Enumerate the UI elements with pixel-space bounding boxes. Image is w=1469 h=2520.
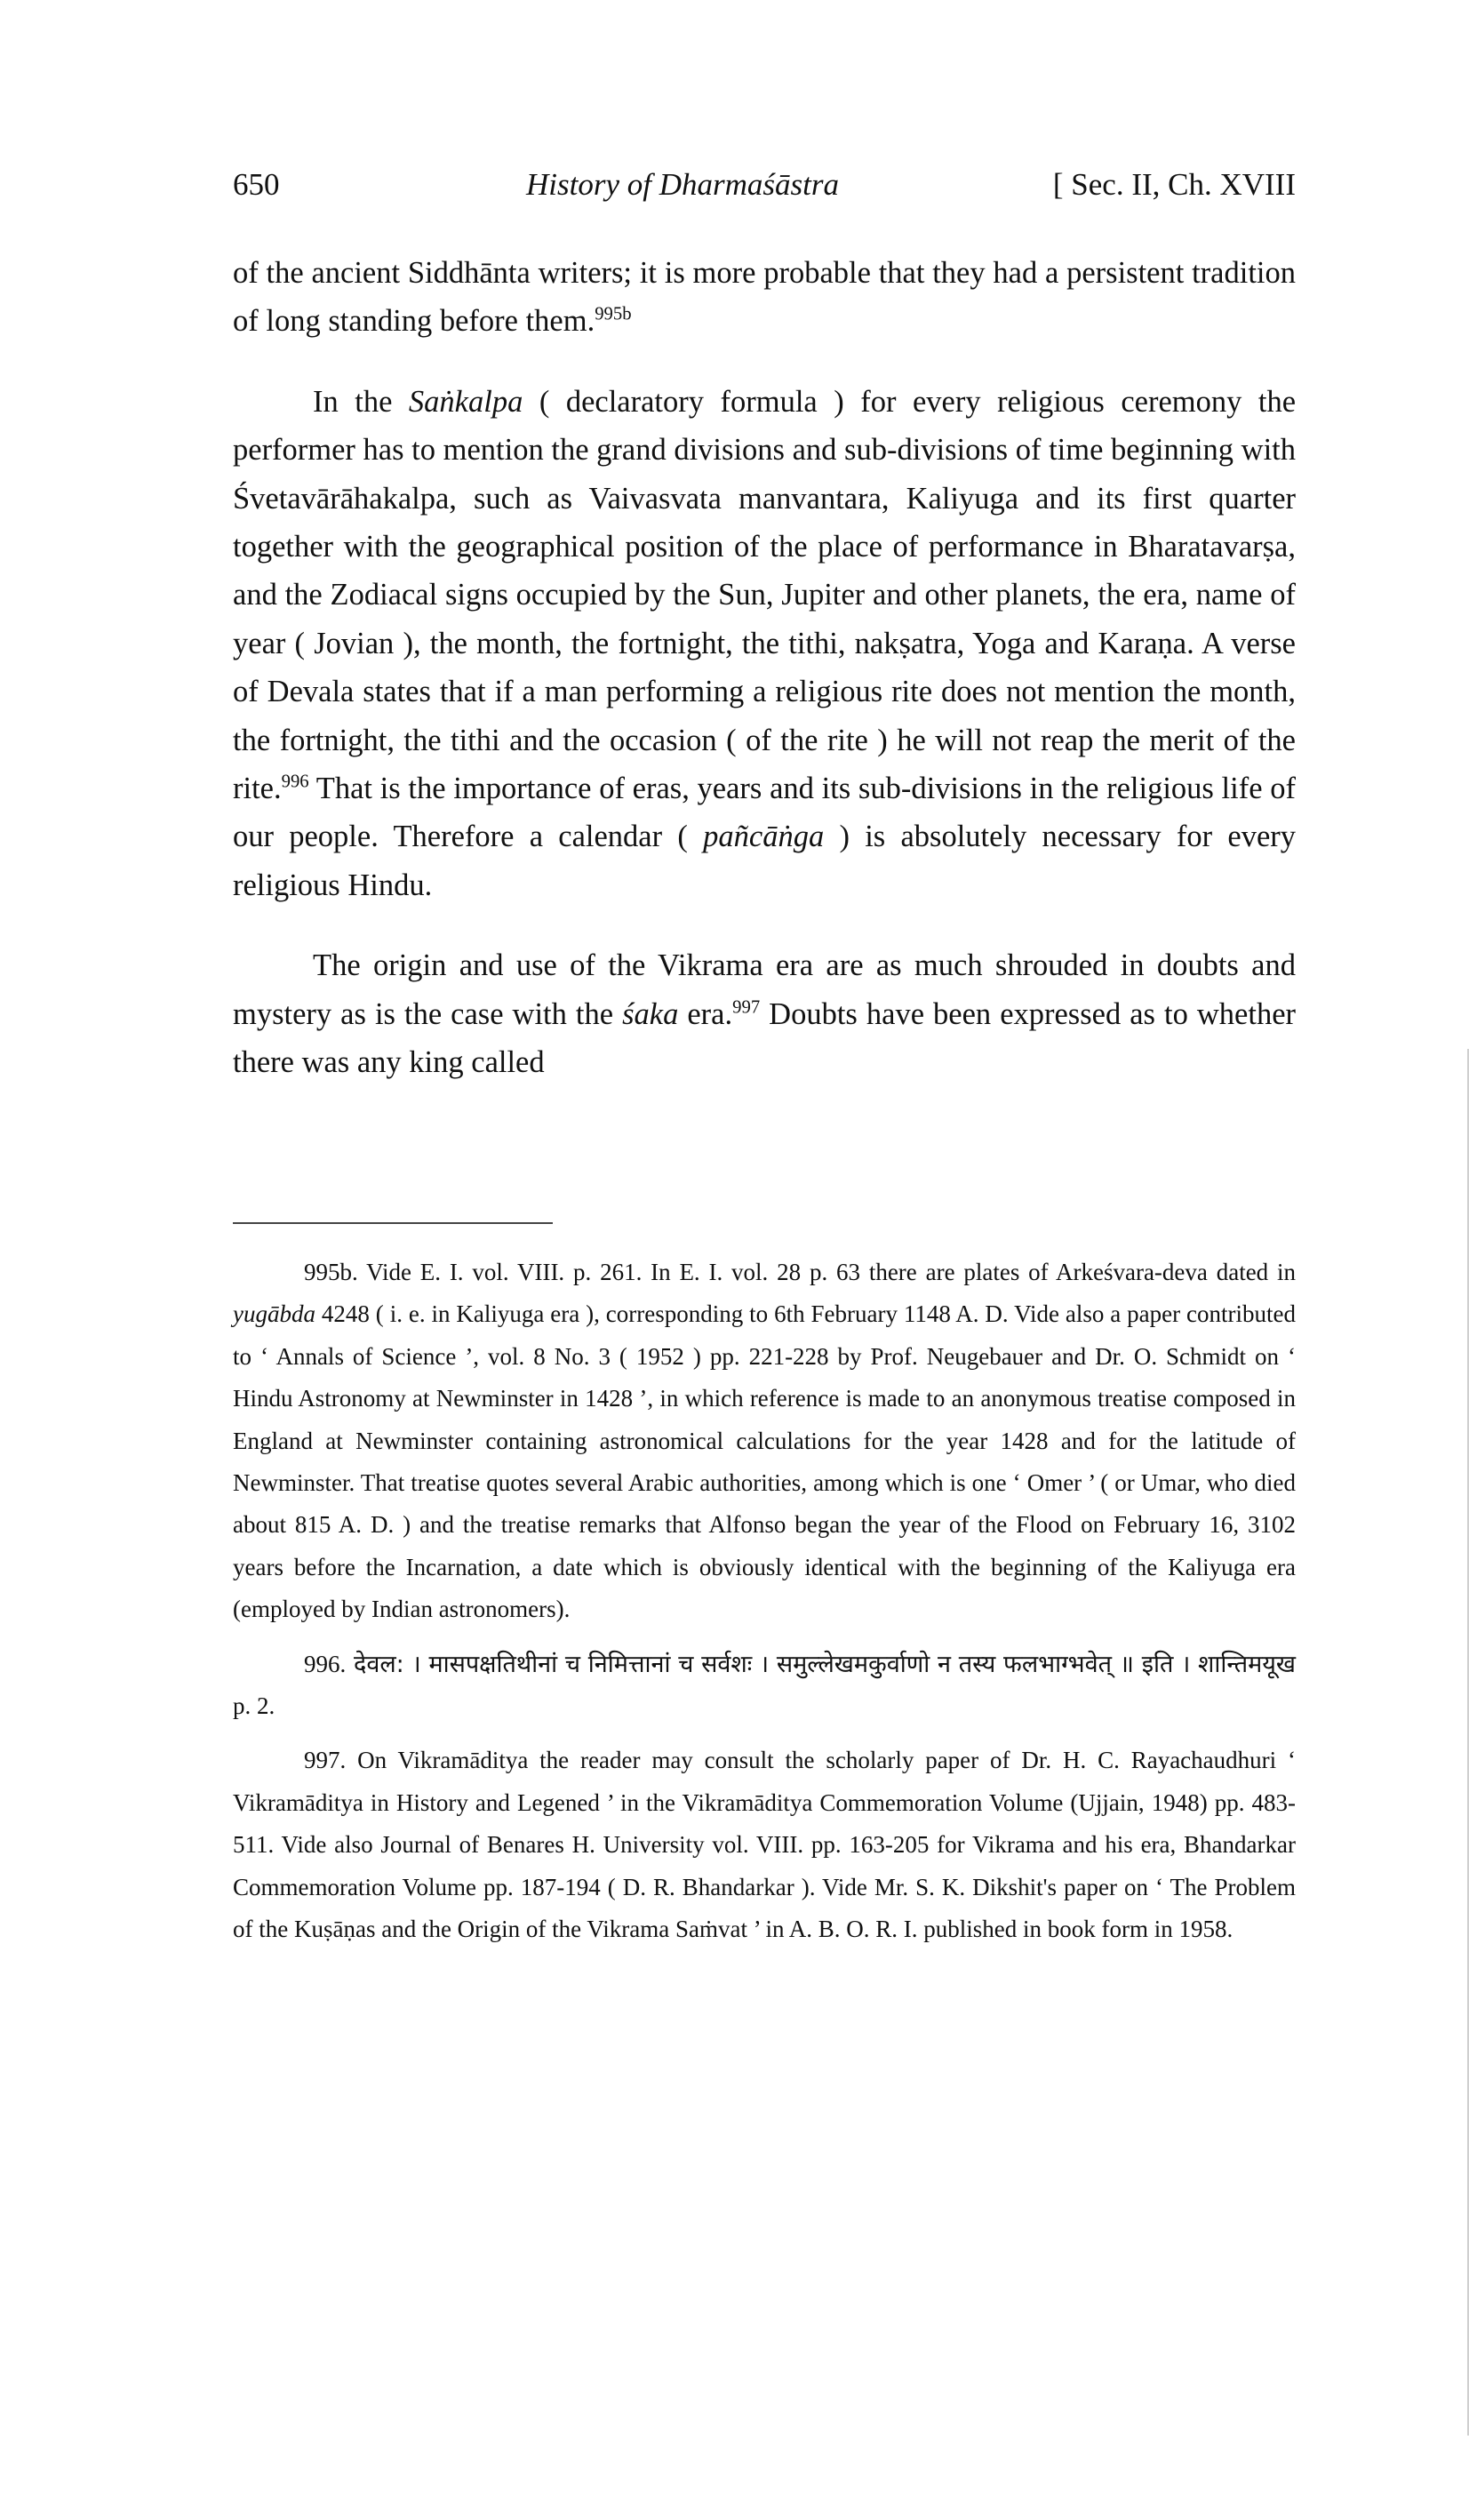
footnote-rule bbox=[233, 1222, 553, 1224]
footnote-number: 996. bbox=[304, 1650, 347, 1677]
devanagari-quote: देवल: । मासपक्षतिथीनां च निमित्तानां च सर्वशः । समुल्लेखमकुर्वाणो न तस्य फलभाग्भवेत् ॥ इति । शान्तिमयूख bbox=[346, 1650, 1296, 1678]
footnote-997 bbox=[233, 1740, 1296, 1950]
italic-term: yugābda bbox=[233, 1300, 315, 1328]
paragraph-continuation bbox=[233, 249, 1296, 346]
footnote-ref: 997 bbox=[732, 997, 761, 1018]
paragraph-text: era. bbox=[678, 996, 733, 1031]
paragraph-text: of the ancient Siddhānta writers; it is more probable that they had a persistent tradition of long standing before them. bbox=[233, 256, 1296, 339]
italic-term: Saṅkalpa bbox=[408, 384, 523, 419]
paragraph-text: ( declaratory formula ) for every religious ceremony the performer has to mention the grand divisions and sub-divisions of time beginning with Śvetavārāhakalpa, such as Vaivasvata manvantara, Kaliyuga and its first quarter together with the geographical position of the place of performance in Bharatavarṣa, and the Zodiacal signs occupied by the Sun, Jupiter and other planets, the era, name of year ( Jovian ), the month, the fortnight, the tithi, nakṣatra, Yoga and Karaṇa. A verse of Devala states that if a man performing a religious rite does not mention the month, the fortnight, the tithi and the occasion ( of the rite ) he will not reap the merit of the rite. bbox=[233, 384, 1297, 806]
footnote-ref: 995b bbox=[595, 304, 632, 324]
paragraph-sankalpa bbox=[233, 378, 1296, 909]
section-label: [ Sec. II, Ch. XVIII bbox=[1052, 167, 1296, 202]
book-title: History of Dharmaśāstra bbox=[526, 167, 839, 202]
paragraph-text: Doubts have been expressed as to whether there was any king called bbox=[233, 996, 1296, 1080]
paragraph-text: That is the importance of eras, years and its sub-divisions in the religious life of our people. Therefore a calendar ( bbox=[233, 772, 1296, 854]
footnote-text: On Vikramāditya the reader may consult the scholarly paper of Dr. H. C. Rayachaudhuri ‘ Vikramāditya in History and Legened ’ in the Vikramāditya Commemoration Volume (Ujjain, 1948) pp. 483-511. Vide also Journal of Benares H. University vol. VIII. pp. 163-205 for Vikrama and his era, Bhandarkar Commemoration Volume pp. 187-194 ( D. R. Bhandarkar ). Vide Mr. S. K. Dikshit's paper on ‘ The Problem of the Kuṣāṇas and the Origin of the Vikrama Saṁvat ’ in A. B. O. R. I. published in book form in 1958. bbox=[233, 1747, 1296, 1943]
paragraph-text: ) is absolutely necessary for every religious Hindu. bbox=[233, 820, 1296, 902]
footnote-text: Vide E. I. vol. VIII. p. 261. In E. I. vol. 28 p. 63 there are plates of Arkeśvara-deva dated in bbox=[357, 1259, 1296, 1285]
main-text bbox=[233, 249, 1296, 1119]
footnotes bbox=[233, 1252, 1296, 1964]
paragraph-text: The origin and use of the Vikrama era are as much shrouded in doubts and mystery as is the case with the bbox=[233, 948, 1296, 1031]
paragraph-vikrama bbox=[233, 941, 1296, 1086]
italic-term: pañcāṅga bbox=[703, 820, 825, 854]
paragraph-text: In the bbox=[313, 384, 409, 419]
footnote-number: 997. bbox=[304, 1747, 347, 1774]
page-number: 650 bbox=[233, 167, 280, 202]
footnote-995b bbox=[233, 1252, 1296, 1631]
footnote-ref: 996 bbox=[281, 772, 309, 792]
italic-term: śaka bbox=[622, 996, 679, 1031]
footnote-number: 995b. bbox=[304, 1259, 358, 1285]
running-head bbox=[233, 158, 1296, 212]
footnote-text: p. 2. bbox=[233, 1692, 275, 1720]
footnote-996 bbox=[233, 1644, 1296, 1728]
footnote-text: 4248 ( i. e. in Kaliyuga era ), corresponding to 6th February 1148 A. D. Vide also a paper contributed to ‘ Annals of Science ’, vol. 8 No. 3 ( 1952 ) pp. 221-228 by Prof. Neugebauer and Dr. O. Schmidt on ‘ Hindu Astronomy at Newminster in 1428 ’, in which reference is made to an anonymous treatise composed in England at Newminster containing astronomical calculations for the year 1428 and for the latitude of Newminster. That treatise quotes several Arabic authorities, among which is one ‘ Omer ’ ( or Umar, who died about 815 A. D. ) and the treatise remarks that Alfonso began the year of the Flood on February 16, 3102 years before the Incarnation, a date which is obviously identical with the beginning of the Kaliyuga era (employed by Indian astronomers). bbox=[233, 1300, 1296, 1623]
